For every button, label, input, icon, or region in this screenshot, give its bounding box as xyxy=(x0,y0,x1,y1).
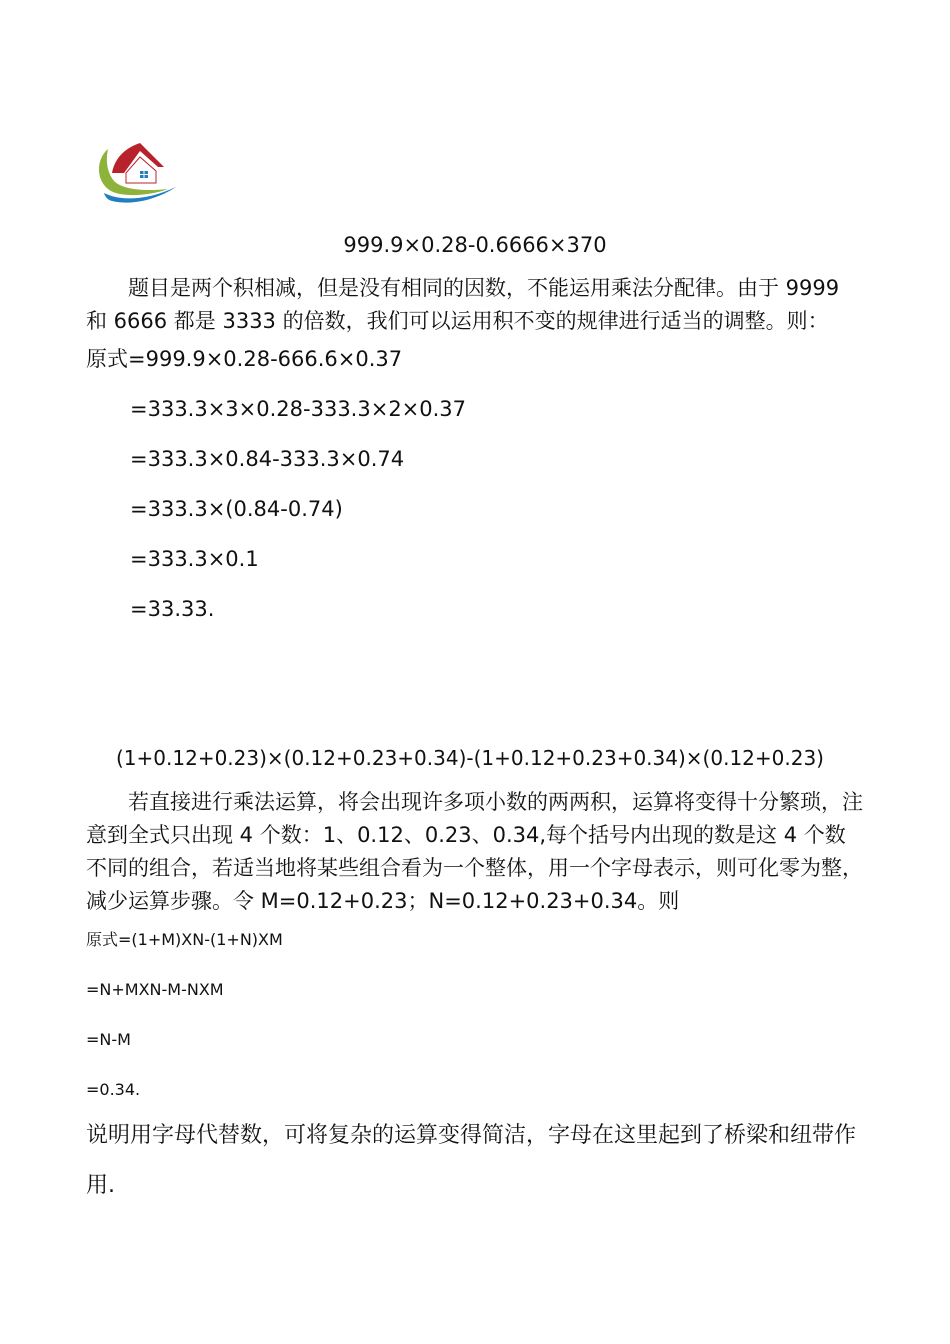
problem2-note-line1: 说明用字母代替数，可将复杂的运算变得简洁，字母在这里起到了桥梁和纽带作 xyxy=(86,1123,857,1148)
problem1-step-3: =333.3×(0.84-0.74) xyxy=(130,497,343,521)
problem1-step-1: =333.3×3×0.28-333.3×2×0.37 xyxy=(130,397,467,421)
problem2-step-4: =0.34. xyxy=(86,1080,141,1099)
problem1-step-4: =333.3×0.1 xyxy=(130,547,259,571)
problem1-expression: 999.9×0.28-0.6666×370 xyxy=(343,233,607,257)
problem1-paragraph: 题目是两个积相减，但是没有相同的因数，不能运用乘法分配律。由于 9999 和 6666 都是 3333 的倍数，我们可以运用积不变的规律进行适当的调整。则： xyxy=(86,276,840,333)
house-logo-icon xyxy=(94,143,182,207)
problem2-expression: (1+0.12+0.23)×(0.12+0.23+0.34)-(1+0.12+0.23+0.34)×(0.12+0.23) xyxy=(116,746,824,770)
problem2-paragraph: 若直接进行乘法运算，将会出现许多项小数的两两积，运算将变得十分繁琐，注意到全式只出现 4 个数：1、0.12、0.23、0.34,每个括号内出现的数是这 4 个数不同的组合，若适当地将某些组合看为一个整体，用一个字母表示，则可化零为整，减少运算步骤。令 M=0.12+0.23；N=0.12+0.23+0.34。则 xyxy=(86,790,863,913)
problem1-step-5: =33.33. xyxy=(130,597,215,621)
problem1-step-0: 原式=999.9×0.28-666.6×0.37 xyxy=(86,347,403,371)
problem2-step-1: 原式=(1+M)XN-(1+N)XM xyxy=(86,930,283,949)
problem2-note-line2: 用. xyxy=(86,1173,115,1198)
problem1-step-2: =333.3×0.84-333.3×0.74 xyxy=(130,447,405,471)
problem2-step-3: =N-M xyxy=(86,1030,131,1049)
problem2-step-2: =N+MXN-M-NXM xyxy=(86,980,224,999)
